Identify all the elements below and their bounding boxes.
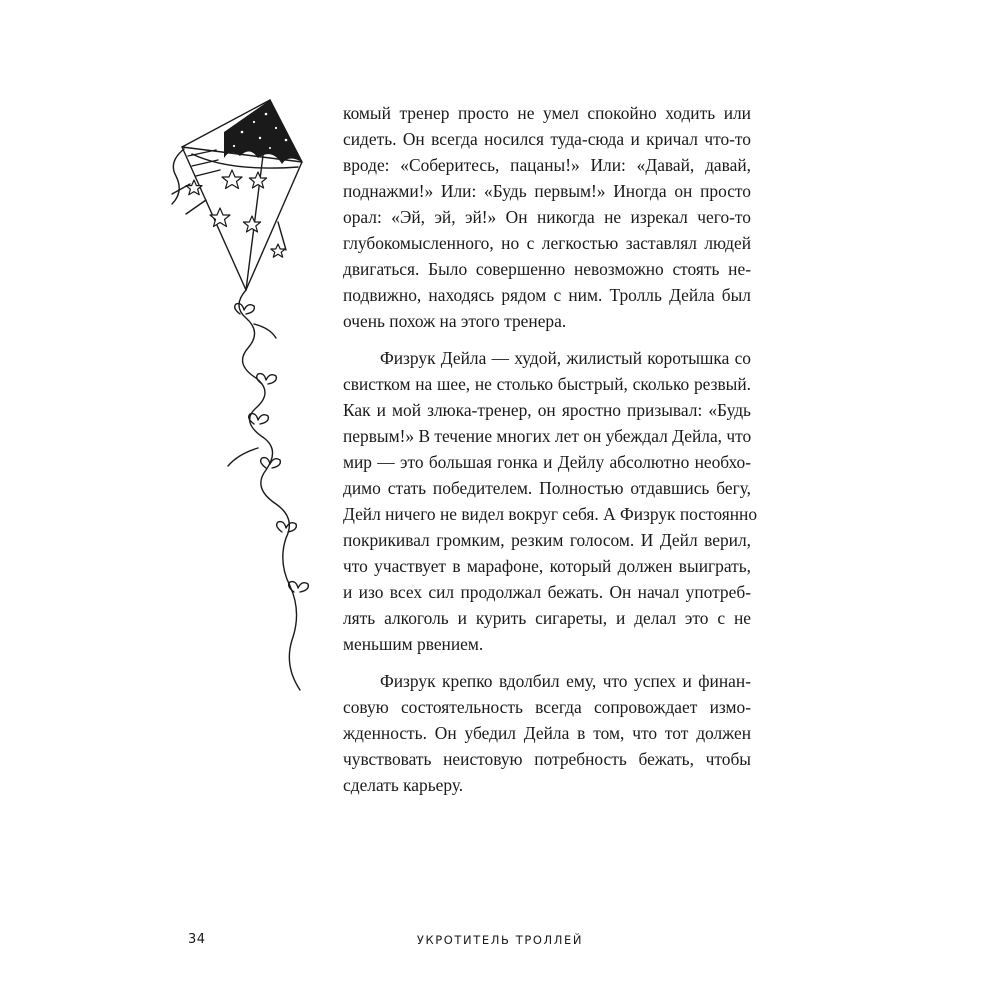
text-line: совую состоятельность всегда сопровождает измо- (343, 697, 751, 717)
page-number: 34 (188, 932, 206, 947)
text-line: лять алкоголь и курить сигареты, и делал это с не (343, 608, 751, 628)
text-line: глубокомысленного, но с легкостью заставлял людей (343, 233, 751, 253)
text-line: поднажми!» Или: «Будь первым!» Иногда он просто (343, 181, 751, 201)
text-line: очень похож на этого тренера. (343, 311, 567, 331)
running-title: УКРОТИТЕЛЬ ТРОЛЛЕЙ (416, 933, 584, 947)
text-line: подвижно, находясь рядом с ним. Тролль Дейла был (343, 285, 751, 305)
text-line: покрикивал громким, резким голосом. И Дейл верил, (343, 530, 751, 550)
text-line: димо стать победителем. Полностью отдавшись бегу, (343, 478, 751, 498)
text-line: и изо всех сил продолжал бежать. Он начал употреб- (343, 582, 751, 602)
kite-with-stars-icon (170, 92, 330, 697)
text-line: Дейл ничего не видел вокруг себя. А Физрук постоянно (343, 504, 758, 524)
text-line: сделать карьеру. (343, 775, 464, 795)
text-line: двигаться. Было совершенно невозможно стоять не- (343, 259, 751, 279)
text-line: вроде: «Соберитесь, пацаны!» Или: «Давай, давай, (343, 155, 751, 175)
text-line: комый тренер просто не умел спокойно ходить или (343, 103, 751, 123)
text-line: жденность. Он убедил Дейла в том, что тот должен (343, 723, 751, 743)
paragraph-2 (343, 345, 758, 657)
text-line: сидеть. Он всегда носился туда-сюда и кричал что-то (343, 129, 751, 149)
text-line: первым!» В течение многих лет он убеждал Дейла, что (343, 426, 752, 446)
paragraph-3 (343, 668, 751, 798)
text-line: меньшим рвением. (343, 634, 484, 654)
text-line: Как и мой злюка-тренер, он яростно призывал: «Будь (343, 400, 751, 420)
text-line: Физрук крепко вдолбил ему, что успех и финан- (380, 671, 751, 691)
body-text (343, 100, 758, 809)
text-line: свистком на шее, не столько быстрый, сколько резвый. (343, 374, 751, 394)
text-line: что участвует в марафоне, который должен выиграть, (343, 556, 751, 576)
paragraph-1 (343, 100, 751, 334)
text-line: мир — это большая гонка и Дейлу абсолютно необхо- (343, 452, 751, 472)
text-line: чувствовать неистовую потребность бежать, чтобы (343, 749, 751, 769)
text-line: орал: «Эй, эй, эй!» Он никогда не изрекал чего-то (343, 207, 751, 227)
text-line: Физрук Дейла — худой, жилистый коротышка со (380, 348, 751, 368)
